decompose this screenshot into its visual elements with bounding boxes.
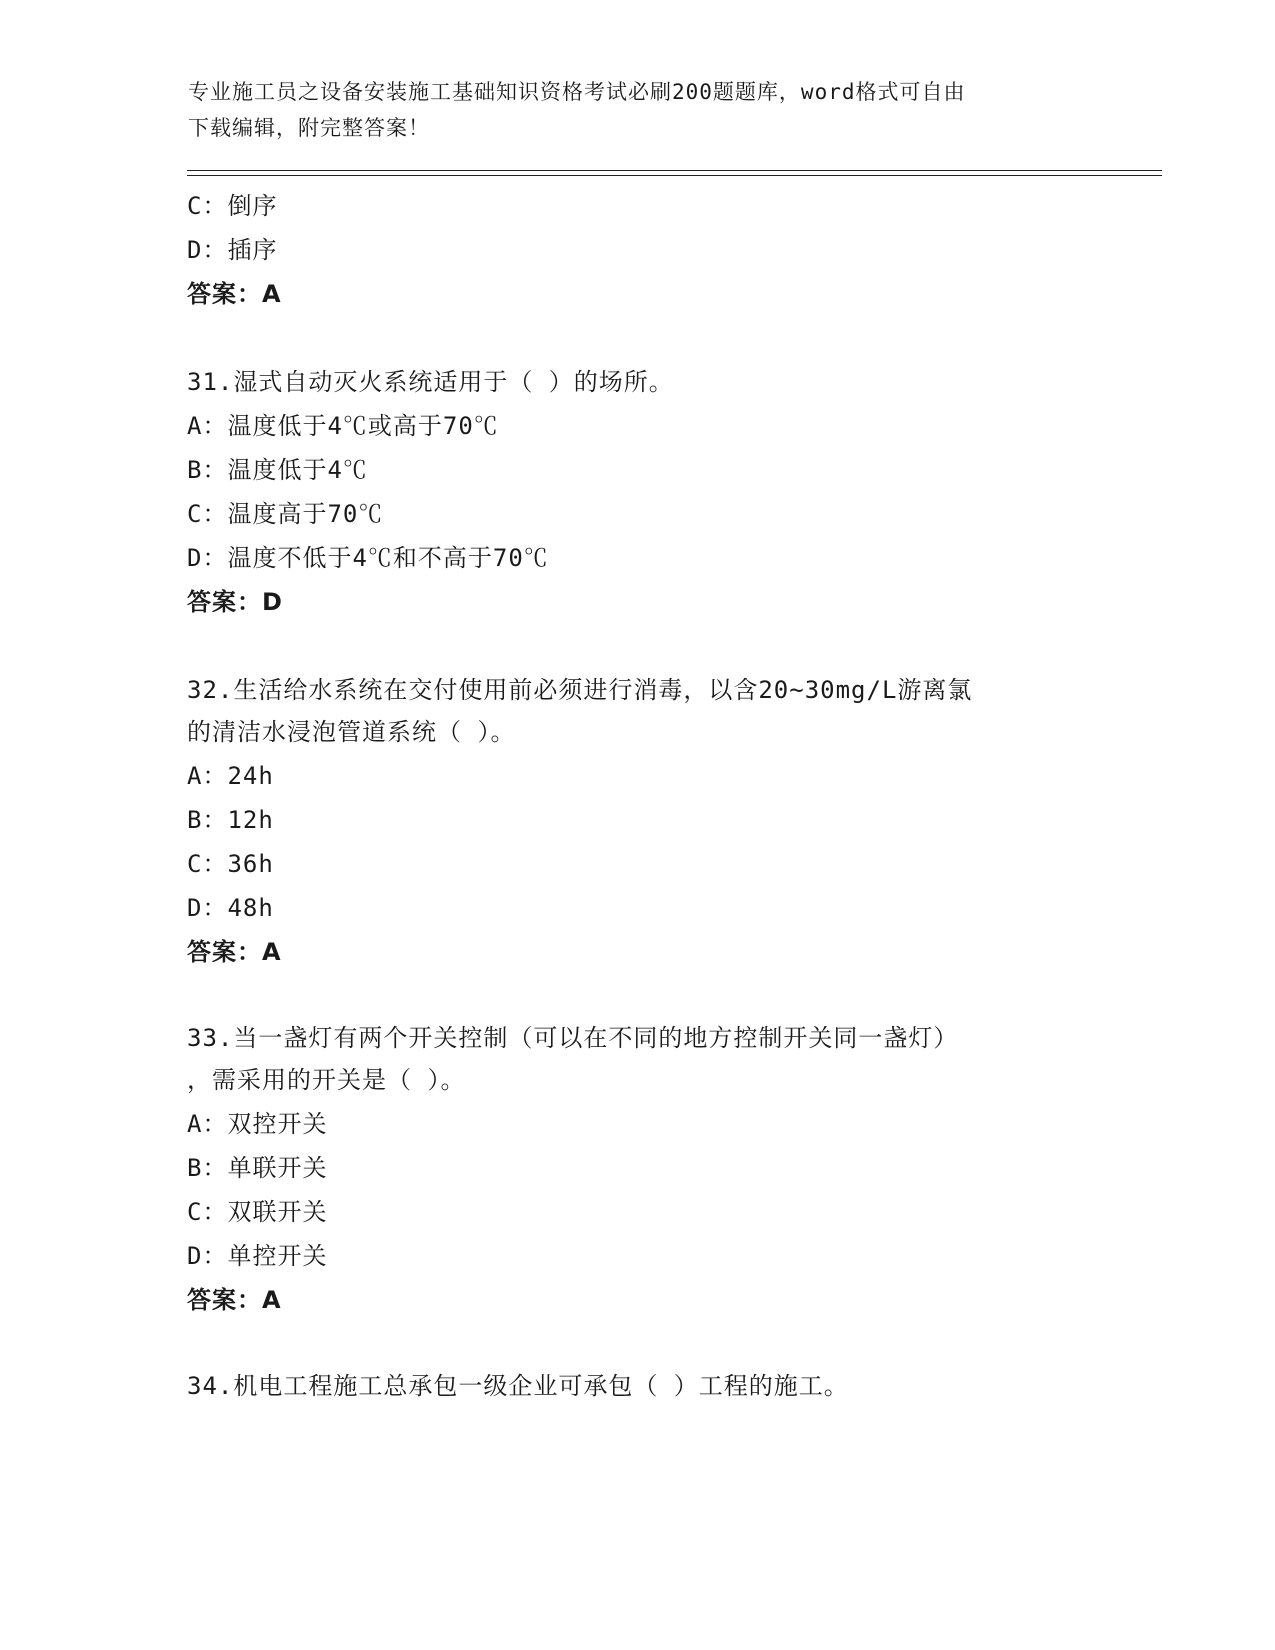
q33-stem-line-1: 33.当一盏灯有两个开关控制（可以在不同的地方控制开关同一盏灯）	[187, 1024, 959, 1052]
q31-option-b: B：温度低于4℃	[187, 456, 368, 484]
q33-option-b: B：单联开关	[187, 1154, 328, 1182]
header-rule-top	[187, 170, 1162, 171]
q31-stem: 31.湿式自动灭火系统适用于（ ）的场所。	[187, 368, 674, 396]
q31-option-c: C：温度高于70℃	[187, 500, 384, 528]
q31-option-a: A：温度低于4℃或高于70℃	[187, 412, 499, 440]
prev-option-c: C：倒序	[187, 192, 278, 220]
q32-stem-line-2: 的清洁水浸泡管道系统（ ）。	[187, 718, 516, 746]
q32-option-b: B：12h	[187, 806, 274, 834]
prev-option-d: D：插序	[187, 236, 278, 264]
q32-option-d: D：48h	[187, 894, 274, 922]
q33-stem-line-2: ，需采用的开关是（ ）。	[187, 1066, 466, 1094]
q31-answer: 答案：D	[187, 588, 283, 616]
q33-option-a: A：双控开关	[187, 1110, 328, 1138]
q31-option-d: D：温度不低于4℃和不高于70℃	[187, 544, 549, 572]
q32-option-a: A：24h	[187, 762, 274, 790]
prev-answer: 答案：A	[187, 280, 282, 308]
header-line-2: 下载编辑，附完整答案！	[188, 116, 430, 140]
q32-option-c: C：36h	[187, 850, 274, 878]
q32-stem-line-1: 32.生活给水系统在交付使用前必须进行消毒，以含20~30mg/L游离氯	[187, 676, 973, 704]
q33-option-d: D：单控开关	[187, 1242, 328, 1270]
document-header	[188, 74, 1088, 146]
q34-stem: 34.机电工程施工总承包一级企业可承包（ ）工程的施工。	[187, 1372, 849, 1400]
q32-answer: 答案：A	[187, 938, 282, 966]
q33-option-c: C：双联开关	[187, 1198, 328, 1226]
header-rule-bottom	[187, 175, 1162, 176]
header-line-1: 专业施工员之设备安装施工基础知识资格考试必刷200题题库，word格式可自由	[188, 80, 966, 104]
q33-answer: 答案：A	[187, 1286, 282, 1314]
